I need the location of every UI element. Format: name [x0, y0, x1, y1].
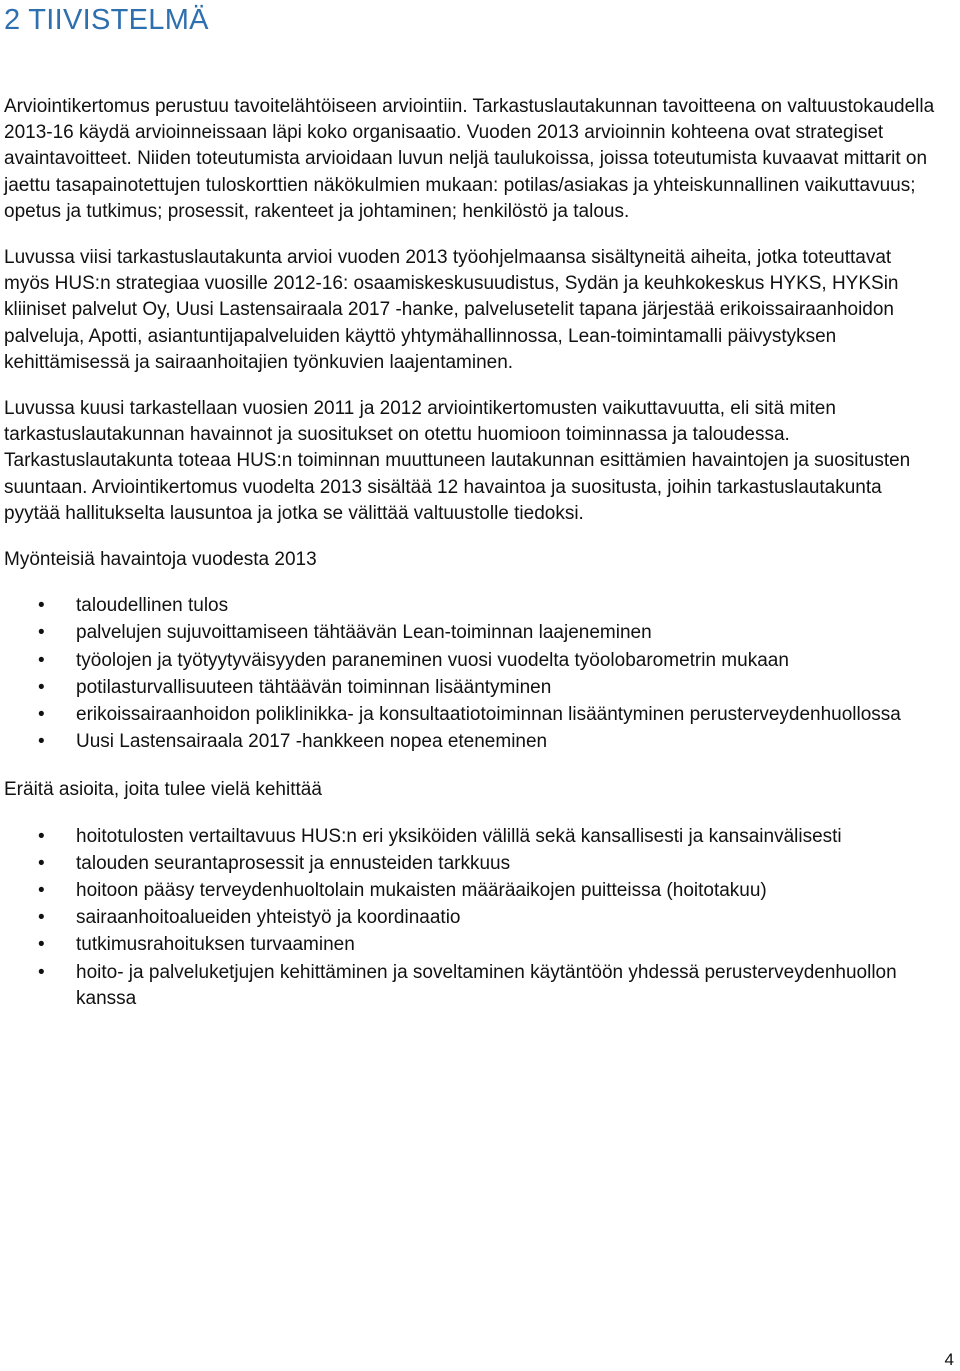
list-item	[4, 620, 940, 646]
improvements-title: Eräitä asioita, joita tulee vielä kehittää	[4, 779, 322, 801]
list-item-text: hoitotulosten vertailtavuus HUS:n eri yksiköiden välillä sekä kansallisesti ja kansainvälisesti	[76, 825, 842, 847]
list-item-text: Uusi Lastensairaala 2017 -hankkeen nopea eteneminen	[76, 731, 548, 753]
list-item-text: sairaanhoitoalueiden yhteistyö ja koordinaatio	[76, 907, 461, 929]
bullet-icon: •	[38, 852, 45, 874]
list-item	[4, 932, 940, 958]
bullet-icon: •	[38, 961, 45, 983]
list-item	[4, 593, 940, 619]
bullet-icon: •	[38, 595, 45, 617]
list-item	[4, 905, 940, 931]
list-item-text: taloudellinen tulos	[76, 595, 229, 617]
list-item-text: hoitoon pääsy terveydenhuoltolain mukaisten määräaikojen puitteissa (hoitotakuu)	[76, 880, 767, 902]
list-item	[4, 702, 940, 728]
list-item-text: talouden seurantaprosessit ja ennusteiden tarkkuus	[76, 852, 511, 874]
list-item	[4, 851, 940, 877]
list-item	[4, 648, 940, 674]
page-number: 4	[944, 1350, 954, 1369]
bullet-icon: •	[38, 676, 45, 698]
list-item-text: työolojen ja työtyytyväisyyden paraneminen vuosi vuodelta työolobarometrin mukaan	[76, 649, 789, 671]
bullet-icon: •	[38, 880, 45, 902]
list-item-text: palvelujen sujuvoittamiseen tähtäävän Lean-toiminnan laajeneminen	[76, 622, 652, 644]
list-item-text: hoito- ja palveluketjujen kehittäminen ja soveltaminen käytäntöön yhdessä perusterveydenhuollon kanssa	[76, 961, 897, 1009]
bullet-icon: •	[38, 934, 45, 956]
list-item	[4, 729, 940, 755]
document-body	[4, 94, 940, 1034]
list-item	[4, 824, 940, 850]
section-heading: 2 TIIVISTELMÄ	[4, 4, 209, 36]
bullet-icon: •	[38, 825, 45, 847]
bullet-icon: •	[38, 907, 45, 929]
list-item	[4, 878, 940, 904]
list-item-text: erikoissairaanhoidon poliklinikka- ja konsultaatiotoiminnan lisääntyminen perusterveydenhuollossa	[76, 704, 901, 726]
list-item	[4, 960, 940, 1012]
list-item	[4, 675, 940, 701]
positives-title: Myönteisiä havaintoja vuodesta 2013	[4, 549, 317, 571]
paragraph-chapter-six: Luvussa kuusi tarkastellaan vuosien 2011 ja 2012 arviointikertomusten vaikuttavuutta, eli sitä miten tarkastuslautakunnan havainnot ja suositukset on otettu huomioon toiminnassa ja taloudessa. Tarkastuslautakunta toteaa HUS:n toiminnan muuttuneen lautakunnan esittämien havaintojen ja suositusten suuntaan. Arviointikertomus vuodelta 2013 sisältää 12 havaintoa ja suositusta, joihin tarkastuslautakunta pyytää hallitukselta lausuntoa ja jotka se välittää valtuustolle tiedoksi.	[4, 398, 911, 524]
paragraph-intro: Arviointikertomus perustuu tavoitelähtöiseen arviointiin. Tarkastuslautakunnan tavoitteena on valtuustokaudella 2013-16 käydä arvioinneissaan läpi koko organisaatio. Vuoden 2013 arvioinnin kohteena ovat strategiset avaintavoitteet. Niiden toteutumista arvioidaan luvun neljä taulukoissa, joissa toteutumista kuvaavat mittarit on jaettu tasapainotettujen tuloskorttien näkökulmien mukaan: potilas/asiakas ja yhteiskunnallinen vaikuttavuus; opetus ja tutkimus; prosessit, rakenteet ja johtaminen; henkilöstö ja talous.	[4, 96, 935, 222]
bullet-icon: •	[38, 622, 45, 644]
bullet-icon: •	[38, 649, 45, 671]
list-item-text: potilasturvallisuuteen tähtäävän toiminnan lisääntyminen	[76, 676, 552, 698]
improvements-list	[4, 824, 940, 1012]
list-item-text: tutkimusrahoituksen turvaaminen	[76, 934, 355, 956]
paragraph-chapter-five: Luvussa viisi tarkastuslautakunta arvioi vuoden 2013 työohjelmaansa sisältyneitä aiheita, jotka toteuttavat myös HUS:n strategiaa vuosille 2012-16: osaamiskeskusuudistus, Sydän ja keuhkokeskus HYKS, HYKSin kliiniset palvelut Oy, Uusi Lastensairaala 2017 -hanke, palvelusetelit tapana järjestää erikoissairaanhoidon palveluja, Apotti, asiantuntijapalveluiden käyttö yhtymähallinnossa, Lean-toimintamalli päivystyksen kehittämisessä ja sairaanhoitajien työnkuvien laajentaminen.	[4, 247, 899, 373]
bullet-icon: •	[38, 731, 45, 753]
bullet-icon: •	[38, 704, 45, 726]
positives-list	[4, 593, 940, 755]
